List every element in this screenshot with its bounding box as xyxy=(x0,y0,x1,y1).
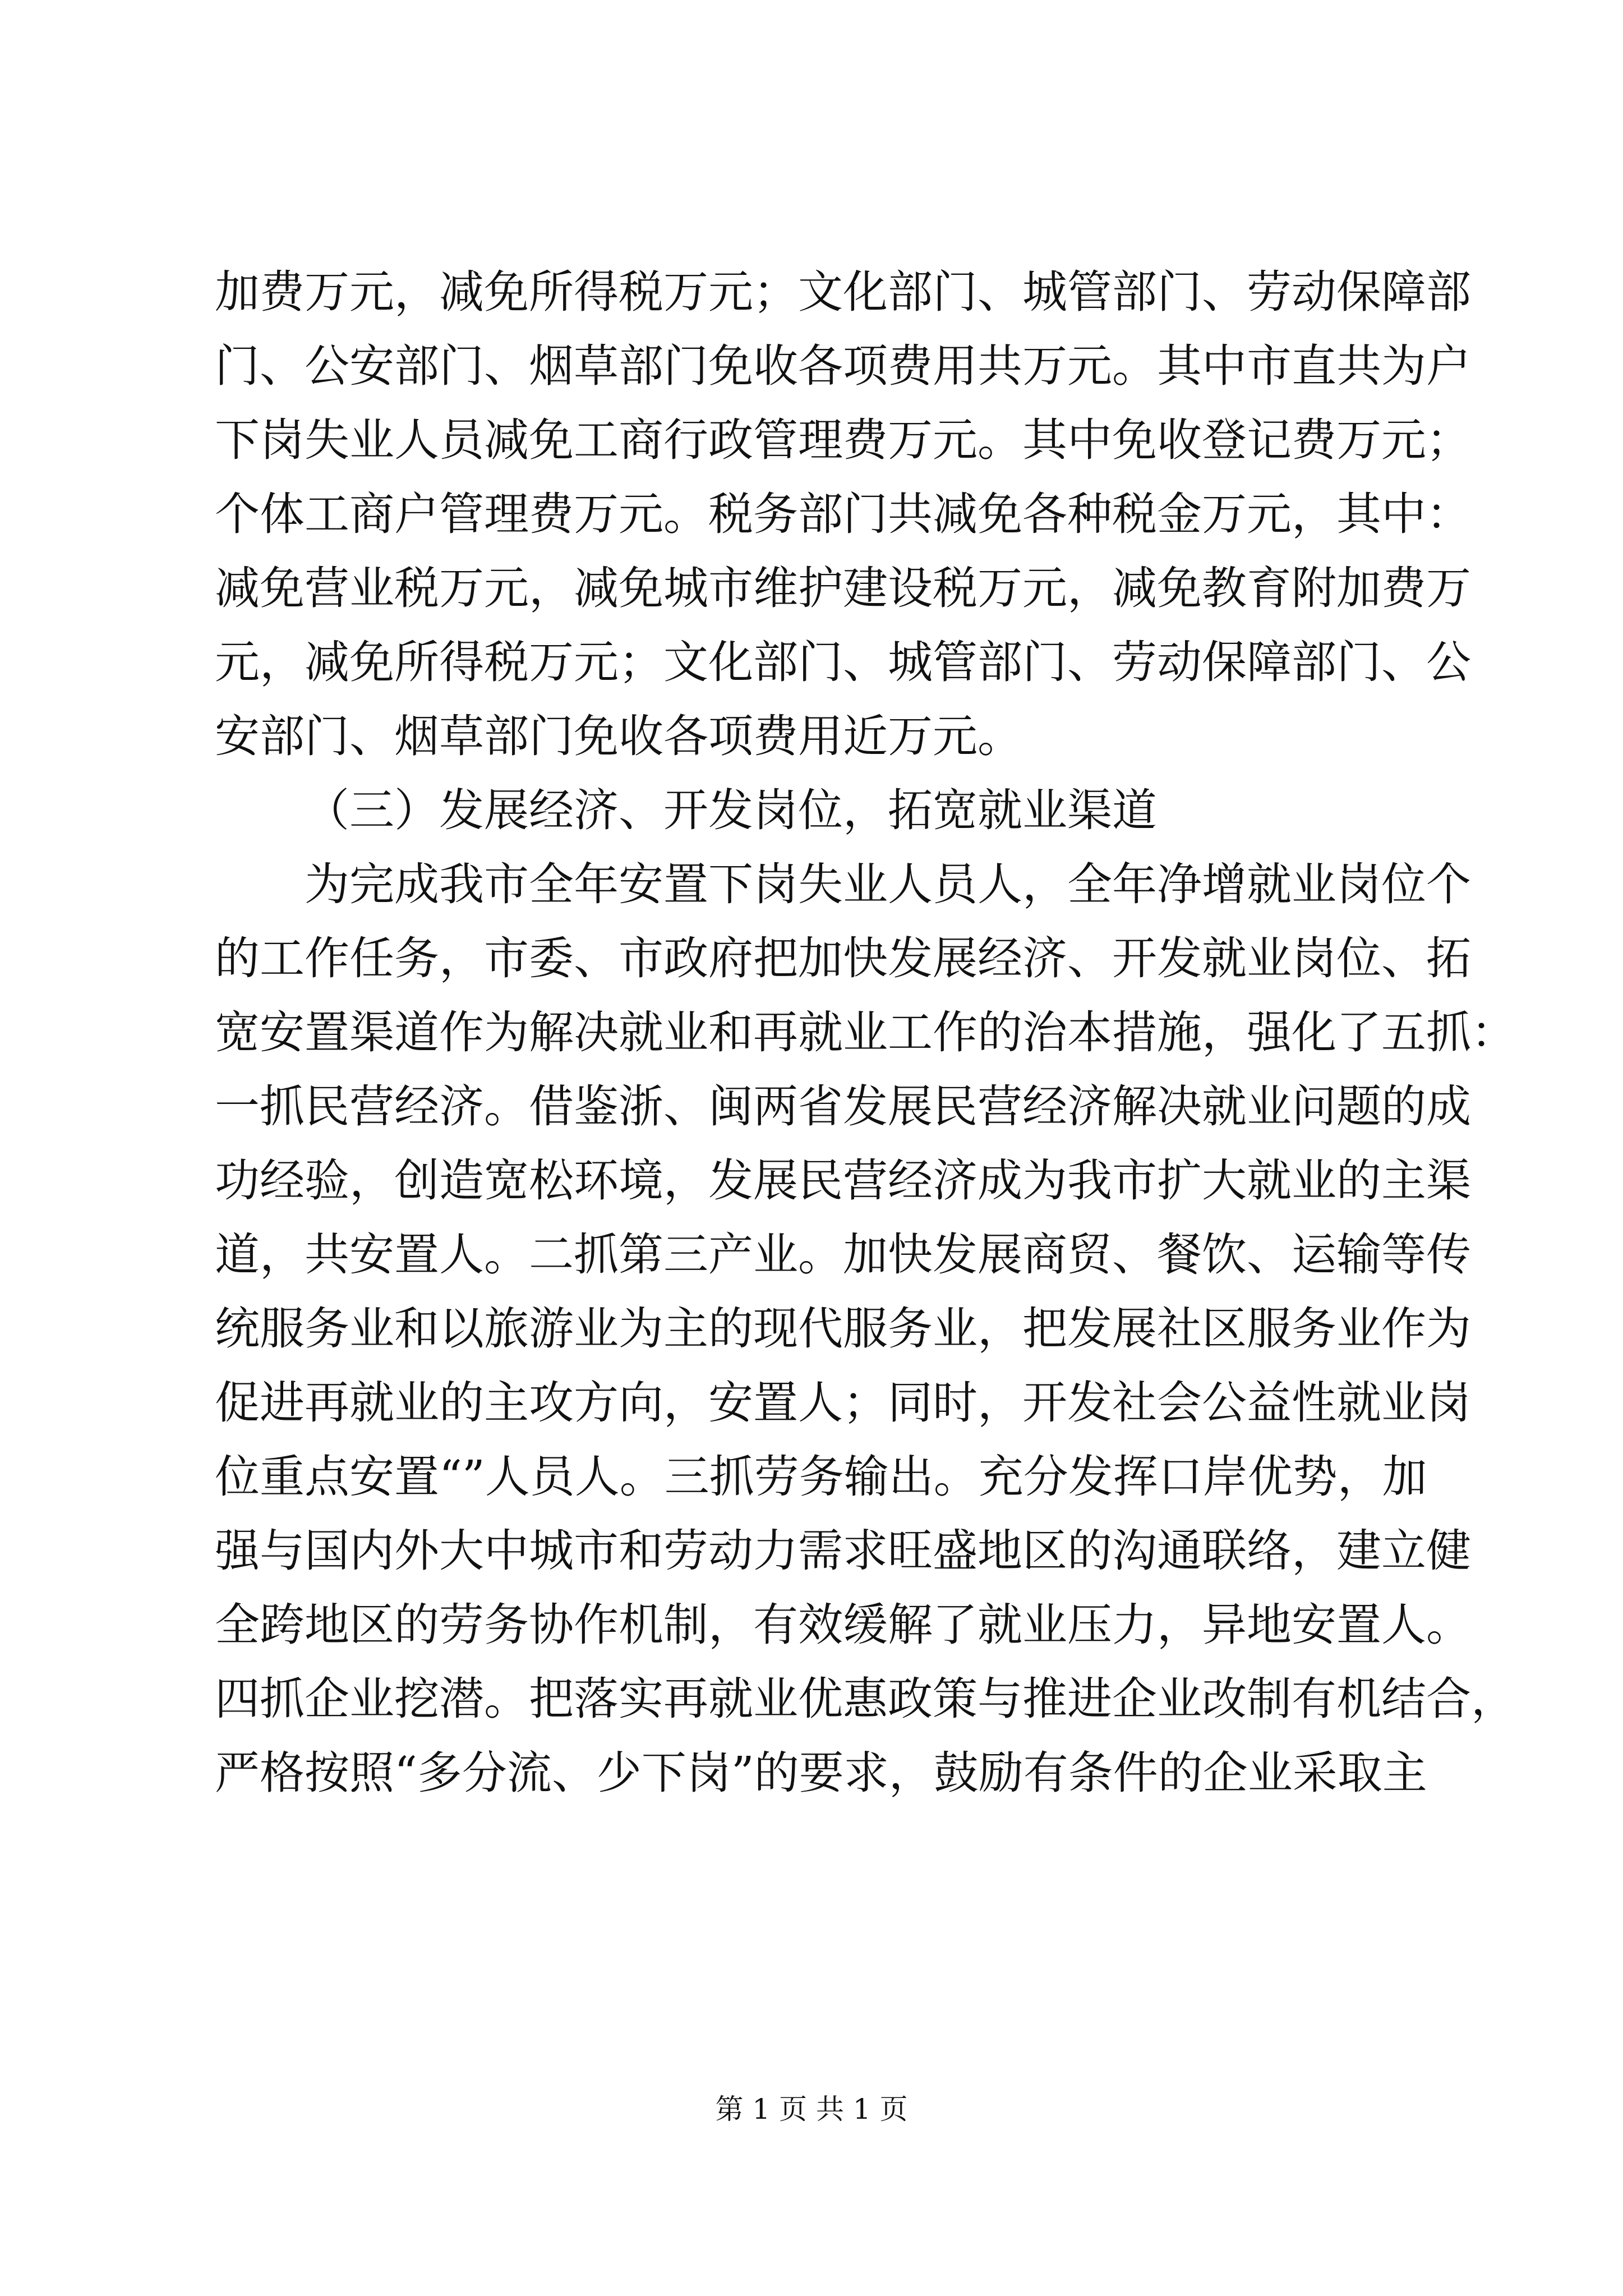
text-line: 功经验，创造宽松环境，发展民营经济成为我市扩大就业的主渠 xyxy=(215,1154,1471,1207)
text-line: 道，共安置人。二抓第三产业。加快发展商贸、餐饮、运输等传 xyxy=(215,1228,1471,1281)
text-line: 宽安置渠道作为解决就业和再就业工作的治本措施，强化了五抓： xyxy=(215,1006,1516,1059)
text-line: 元，减免所得税万元；文化部门、城管部门、劳动保障部门、公 xyxy=(215,636,1471,688)
text-line: 下岗失业人员减免工商行政管理费万元。其中免收登记费万元； xyxy=(215,414,1471,466)
text-line: 安部门、烟草部门免收各项费用近万元。 xyxy=(215,710,1022,762)
text-line: 减免营业税万元，减免城市维护建设税万元，减免教育附加费万 xyxy=(215,562,1471,614)
page-number: 第 1 页 共 1 页 xyxy=(715,2093,908,2125)
text-line: 门、公安部门、烟草部门免收各项费用共万元。其中市直共为户 xyxy=(215,340,1471,392)
text-line: 的工作任务，市委、市政府把加快发展经济、开发就业岗位、拓 xyxy=(215,932,1471,984)
text-line: 强与国内外大中城市和劳动力需求旺盛地区的沟通联络，建立健 xyxy=(215,1525,1471,1577)
section-heading: （三）发展经济、开发岗位，拓宽就业渠道 xyxy=(305,784,1157,836)
page-footer xyxy=(0,2087,1623,2127)
text-line: 四抓企业挖潜。把落实再就业优惠政策与推进企业改制有机结合， xyxy=(215,1673,1516,1725)
text-line: 全跨地区的劳务协作机制，有效缓解了就业压力，异地安置人。 xyxy=(215,1599,1471,1651)
text-line: 个体工商户管理费万元。税务部门共减免各种税金万元，其中： xyxy=(215,488,1471,540)
text-line: 为完成我市全年安置下岗失业人员人，全年净增就业岗位个 xyxy=(305,858,1471,910)
text-line: 严格按照“多分流、少下岗”的要求，鼓励有条件的企业采取主 xyxy=(215,1747,1427,1799)
text-line: 位重点安置“”人员人。三抓劳务输出。充分发挥口岸优势，加 xyxy=(215,1451,1427,1503)
text-line: 促进再就业的主攻方向，安置人；同时，开发社会公益性就业岗 xyxy=(215,1377,1471,1429)
text-line: 加费万元，减免所得税万元；文化部门、城管部门、劳动保障部 xyxy=(215,266,1471,318)
document-body xyxy=(215,255,1516,1810)
text-line: 统服务业和以旅游业为主的现代服务业，把发展社区服务业作为 xyxy=(215,1303,1471,1355)
text-line: 一抓民营经济。借鉴浙、闽两省发展民营经济解决就业问题的成 xyxy=(215,1080,1471,1133)
